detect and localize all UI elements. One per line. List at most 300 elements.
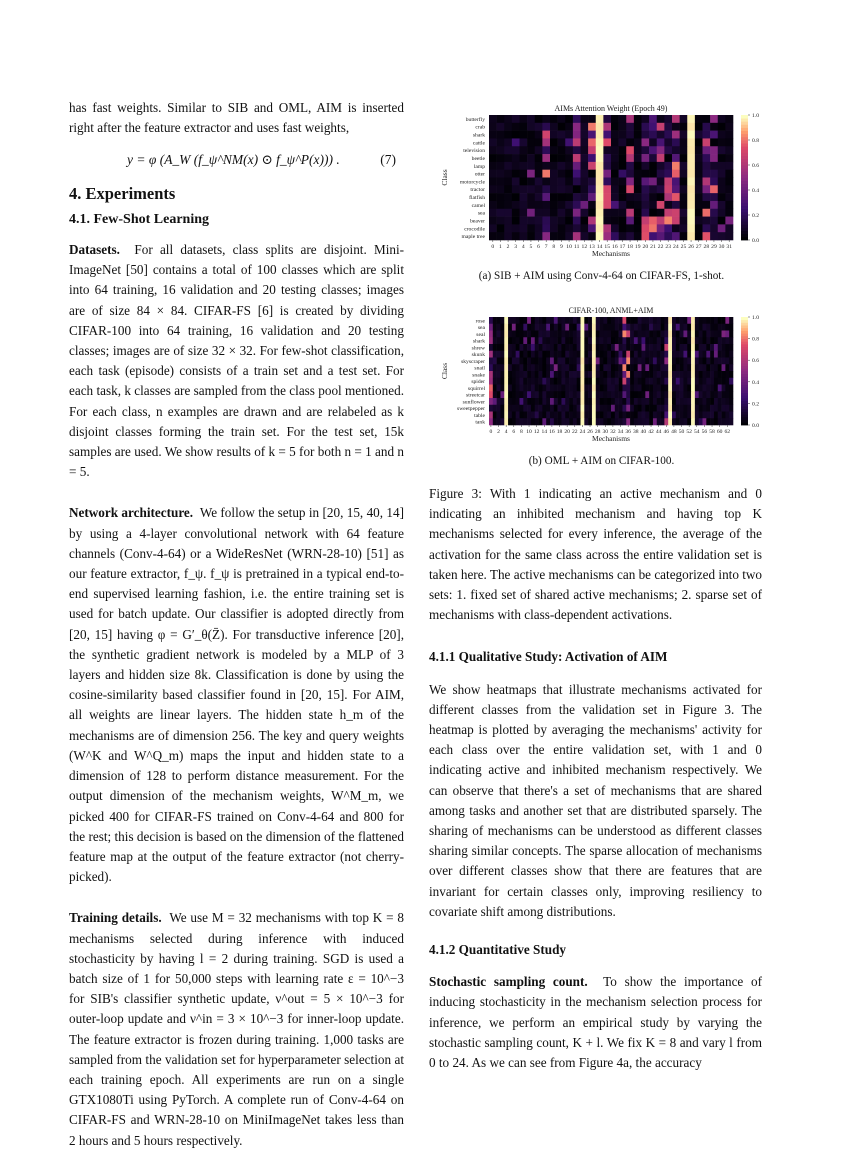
heatmap-cell	[561, 398, 565, 405]
x-tick-label: 14	[541, 429, 548, 435]
heatmap-cell	[539, 351, 543, 358]
x-tick-label: 30	[602, 429, 609, 435]
heatmap-cell	[668, 412, 672, 419]
heatmap-cell	[687, 201, 695, 209]
heatmap-cell	[489, 344, 493, 351]
heatmap-cell	[664, 178, 672, 186]
heatmap-cell	[558, 391, 562, 398]
heatmap-cell	[691, 398, 695, 405]
heatmap-cell	[642, 337, 646, 344]
heatmap-cell	[642, 405, 646, 412]
heatmap-cell	[577, 364, 581, 371]
heatmap-cell	[691, 391, 695, 398]
heatmap-cell	[512, 337, 516, 344]
heatmap-cell	[558, 123, 566, 131]
heatmap-cell	[718, 224, 726, 232]
heatmap-cell	[558, 364, 562, 371]
heatmap-cell	[539, 385, 543, 392]
heatmap-cell	[573, 209, 581, 217]
heatmap-cell	[710, 146, 718, 154]
heatmap-cell	[565, 178, 573, 186]
heatmap-cell	[626, 391, 630, 398]
heatmap-cell	[573, 131, 581, 139]
heatmap-cell	[710, 115, 718, 123]
heatmap-cell	[504, 201, 512, 209]
heatmap-cell	[699, 378, 703, 385]
heatmap-cell	[619, 378, 623, 385]
heatmap-cell	[611, 170, 619, 178]
heatmap-cell	[680, 358, 684, 365]
heatmap-cell	[699, 385, 703, 392]
colorbar-label: 0.8	[752, 138, 759, 144]
heatmap-cell	[691, 385, 695, 392]
heatmap-cell	[588, 317, 592, 324]
heatmap-cell	[668, 351, 672, 358]
heatmap-cell	[584, 371, 588, 378]
heatmap-cell	[664, 115, 672, 123]
heatmap-cell	[649, 412, 653, 419]
heatmap-cell	[588, 146, 596, 154]
heatmap-cell	[703, 378, 707, 385]
row-label: cattle	[472, 140, 485, 147]
heatmap-cell	[672, 344, 676, 351]
heatmap-cell	[558, 209, 566, 217]
heatmap-cell	[710, 209, 718, 217]
heatmap-cell	[695, 412, 699, 419]
heatmap-cell	[714, 391, 718, 398]
heatmap-cell	[706, 317, 710, 324]
heatmap-cell	[504, 154, 512, 162]
heatmap-cell	[592, 385, 596, 392]
colorbar-segment	[741, 165, 748, 169]
heatmap-cell	[512, 185, 520, 193]
heatmap-cell	[489, 146, 497, 154]
heatmap-cell	[630, 418, 634, 425]
x-tick-label: 19	[634, 244, 641, 250]
row-label: maple tree	[461, 234, 485, 241]
heatmap-cell	[722, 385, 726, 392]
heatmap-cell	[520, 193, 528, 201]
heatmap-cell	[508, 364, 512, 371]
heatmap-cell	[581, 131, 589, 139]
heatmap-cell	[710, 385, 714, 392]
heatmap-cell	[672, 224, 680, 232]
heatmap-cell	[645, 324, 649, 331]
heatmap-cell	[680, 131, 688, 139]
heatmap-cell	[558, 351, 562, 358]
colorbar-label: 1.0	[752, 315, 759, 321]
heatmap-cell	[542, 385, 546, 392]
heatmap-cell	[565, 154, 573, 162]
heatmap-cell	[565, 391, 569, 398]
heatmap-cell	[668, 405, 672, 412]
heatmap-cell	[683, 398, 687, 405]
heatmap-cell	[546, 337, 550, 344]
heatmap-cell	[542, 317, 546, 324]
heatmap-cell	[516, 371, 520, 378]
heatmap-cell	[687, 209, 695, 217]
heatmap-cell	[680, 351, 684, 358]
heatmap-cell	[630, 378, 634, 385]
heatmap-cell	[493, 391, 497, 398]
heatmap-cell	[714, 398, 718, 405]
heatmap-cell	[527, 138, 535, 146]
heatmap-cell	[653, 418, 657, 425]
heatmap-cell	[539, 324, 543, 331]
heatmap-cell	[634, 378, 638, 385]
heatmap-cell	[535, 138, 543, 146]
heatmap-cell	[550, 398, 554, 405]
heatmap-cell	[725, 324, 729, 331]
heatmap-cell	[619, 162, 627, 170]
heatmap-cell	[714, 351, 718, 358]
heatmap-cell	[615, 405, 619, 412]
heatmap-cell	[493, 364, 497, 371]
heatmap-cell	[619, 224, 627, 232]
heatmap-cell	[699, 418, 703, 425]
heatmap-cell	[539, 358, 543, 365]
heatmap-cell	[638, 344, 642, 351]
heatmap-cell	[729, 364, 733, 371]
heatmap-cell	[592, 378, 596, 385]
heatmap-cell	[546, 412, 550, 419]
heatmap-cell	[493, 405, 497, 412]
heatmap-cell	[535, 358, 539, 365]
heatmap-cell	[581, 162, 589, 170]
heatmap-cell	[607, 412, 611, 419]
heatmap-cell	[664, 185, 672, 193]
heatmap-cell	[645, 331, 649, 338]
heatmap-cell	[710, 193, 718, 201]
heatmap-cell	[664, 324, 668, 331]
heatmap-cell	[489, 405, 493, 412]
heatmap-cell	[531, 391, 535, 398]
colorbar-segment	[741, 224, 748, 228]
heatmap-cell	[607, 371, 611, 378]
heatmap-cell	[588, 170, 596, 178]
heatmap-cell	[573, 412, 577, 419]
heatmap-cell	[626, 405, 630, 412]
x-tick-label: 26	[688, 244, 694, 250]
heatmap-cell	[668, 364, 672, 371]
stochastic-body: To show the importance of inducing stochasticity in the mechanism selection process for inference, we perform an empirical study by varying the stochastic sampling count, K + l. We fix K = 8 and vary l from 0 to 24. As we can see from Figure 4a, the accuracy	[429, 974, 762, 1071]
heatmap-cell	[607, 337, 611, 344]
heatmap-cell	[695, 385, 699, 392]
heatmap-cell	[542, 146, 550, 154]
heatmap-cell	[542, 412, 546, 419]
heatmap-cell	[535, 351, 539, 358]
colorbar-segment	[741, 393, 748, 396]
heatmap-cell	[729, 371, 733, 378]
heatmap-cell	[725, 351, 729, 358]
x-tick-label: 11	[573, 244, 580, 250]
heatmap-cell	[558, 405, 562, 412]
heatmap-cell	[603, 358, 607, 365]
colorbar-segment	[741, 371, 748, 374]
heatmap-cell	[615, 324, 619, 331]
heatmap-cell	[630, 398, 634, 405]
heatmap-cell	[657, 317, 661, 324]
heatmap-cell	[672, 378, 676, 385]
heatmap-cell	[664, 344, 668, 351]
heatmap-cell	[626, 317, 630, 324]
heatmap-cell	[619, 398, 623, 405]
heatmap-cell	[554, 391, 558, 398]
heatmap-cell	[603, 170, 611, 178]
heatmap-cell	[630, 324, 634, 331]
row-label: spider	[471, 379, 485, 386]
heatmap-cell	[573, 358, 577, 365]
heatmap-cell	[718, 131, 726, 139]
heatmap-cell	[611, 385, 615, 392]
heatmap-cell	[554, 398, 558, 405]
heatmap-cell	[546, 317, 550, 324]
heatmap-cell	[508, 385, 512, 392]
heatmap-cell	[588, 378, 592, 385]
heatmap-cell	[626, 170, 634, 178]
heatmap-cell	[489, 123, 497, 131]
heatmap-cell	[512, 232, 520, 240]
heatmap-cell	[611, 351, 615, 358]
heatmap-cell	[520, 331, 524, 338]
heatmap-cell	[535, 224, 543, 232]
heatmap-cell	[611, 193, 619, 201]
heatmap-cell	[638, 385, 642, 392]
heatmap-cell	[653, 378, 657, 385]
heatmap-cell	[683, 405, 687, 412]
heatmap-figure-b	[429, 302, 774, 448]
heatmap-cell	[687, 358, 691, 365]
heatmap-cell	[630, 317, 634, 324]
heatmap-cell	[581, 317, 585, 324]
heatmap-cell	[649, 418, 653, 425]
colorbar-segment	[741, 178, 748, 182]
heatmap-cell	[703, 138, 711, 146]
heatmap-cell	[603, 232, 611, 240]
colorbar-segment	[741, 231, 748, 235]
heatmap-cell	[664, 131, 672, 139]
heatmap-cell	[664, 146, 672, 154]
heatmap-cell	[664, 358, 668, 365]
heatmap-cell	[497, 418, 501, 425]
heatmap-cell	[565, 232, 573, 240]
heatmap-cell	[497, 317, 501, 324]
heatmap-cell	[558, 217, 566, 225]
heatmap-cell	[596, 371, 600, 378]
heatmap-cell	[504, 115, 512, 123]
heatmap-cell	[565, 201, 573, 209]
colorbar-segment	[741, 193, 748, 197]
colorbar-segment	[741, 234, 748, 238]
heatmap-cell	[680, 224, 688, 232]
heatmap-cell	[520, 123, 528, 131]
heatmap-cell	[520, 209, 528, 217]
heatmap-cell	[718, 385, 722, 392]
heatmap-cell	[718, 358, 722, 365]
heatmap-cell	[497, 162, 505, 170]
row-label: skunk	[471, 352, 485, 359]
heatmap-cell	[703, 162, 711, 170]
heatmap-cell	[710, 351, 714, 358]
heatmap-cell	[596, 364, 600, 371]
x-tick-label: 16	[549, 429, 555, 435]
heatmap-cell	[504, 178, 512, 186]
heatmap-cell	[573, 217, 581, 225]
colorbar-segment	[741, 162, 748, 166]
heatmap-cell	[680, 138, 688, 146]
heatmap-cell	[603, 418, 607, 425]
colorbar-segment	[741, 171, 748, 175]
heatmap-cell	[611, 162, 619, 170]
heatmap-cell	[504, 331, 508, 338]
heatmap-cell	[493, 371, 497, 378]
heatmap-cell	[622, 331, 626, 338]
heatmap-cell	[554, 371, 558, 378]
heatmap-cell	[554, 344, 558, 351]
heatmap-cell	[527, 337, 531, 344]
heatmap-cell	[588, 371, 592, 378]
heatmap-cell	[569, 371, 573, 378]
heatmap-cell	[687, 162, 695, 170]
heatmap-cell	[603, 185, 611, 193]
heatmap-cell	[687, 154, 695, 162]
colorbar-segment	[741, 196, 748, 200]
row-label: skyscraper	[461, 358, 485, 365]
heatmap-cell	[687, 317, 691, 324]
heatmap-cell	[512, 364, 516, 371]
heatmap-cell	[542, 405, 546, 412]
heatmap-cell	[653, 331, 657, 338]
heatmap-cell	[535, 391, 539, 398]
heatmap-cell	[512, 154, 520, 162]
heatmap-cell	[718, 324, 722, 331]
heatmap-cell	[672, 364, 676, 371]
colorbar-segment	[741, 317, 748, 320]
heatmap-cell	[668, 391, 672, 398]
heatmap-cell	[680, 232, 688, 240]
heatmap-cell	[634, 324, 638, 331]
heatmap-cell	[710, 224, 718, 232]
heatmap-cell	[634, 185, 642, 193]
heatmap-cell	[516, 358, 520, 365]
x-axis-label: Mechanisms	[592, 434, 630, 443]
heatmap-cell	[657, 185, 665, 193]
colorbar-segment	[741, 124, 748, 128]
heatmap-cell	[638, 364, 642, 371]
heatmap-cell	[626, 154, 634, 162]
heatmap-cell	[649, 123, 657, 131]
heatmap-cell	[676, 405, 680, 412]
heatmap-cell	[603, 123, 611, 131]
heatmap-cell	[561, 344, 565, 351]
heatmap-cell	[642, 391, 646, 398]
x-axis-label: Mechanisms	[592, 249, 630, 258]
heatmap-cell	[535, 217, 543, 225]
heatmap-cell	[703, 344, 707, 351]
heatmap-cell	[512, 331, 516, 338]
heatmap-cell	[691, 331, 695, 338]
heatmap-cell	[718, 331, 722, 338]
heatmap-cell	[497, 337, 501, 344]
heatmap-cell	[497, 224, 505, 232]
heatmap-cell	[489, 138, 497, 146]
heatmap-cell	[554, 358, 558, 365]
x-tick-label: 1	[499, 244, 502, 250]
heatmap-cell	[569, 391, 573, 398]
heatmap-cell	[626, 146, 634, 154]
heatmap-cell	[531, 412, 535, 419]
heatmap-cell	[680, 398, 684, 405]
heatmap-cell	[619, 232, 627, 240]
heatmap-cell	[508, 418, 512, 425]
heatmap-cell	[607, 351, 611, 358]
heatmap-cell	[664, 162, 672, 170]
heatmap-cell	[695, 217, 703, 225]
heatmap-cell	[649, 193, 657, 201]
heatmap-cell	[703, 115, 711, 123]
heatmap-cell	[626, 162, 634, 170]
heatmap-cell	[596, 224, 604, 232]
colorbar-segment	[741, 420, 748, 423]
heatmap-cell	[603, 412, 607, 419]
heatmap-cell	[558, 412, 562, 419]
heatmap-cell	[523, 405, 527, 412]
heatmap-cell	[588, 193, 596, 201]
heatmap-cell	[703, 209, 711, 217]
heatmap-cell	[565, 224, 573, 232]
heatmap-cell	[729, 324, 733, 331]
heatmap-cell	[577, 344, 581, 351]
heatmap-cell	[642, 170, 650, 178]
heatmap-cell	[584, 331, 588, 338]
heatmap-cell	[691, 371, 695, 378]
heatmap-cell	[649, 178, 657, 186]
heatmap-cell	[504, 378, 508, 385]
heatmap-cell	[714, 324, 718, 331]
colorbar-segment	[741, 328, 748, 331]
heatmap-cell	[710, 178, 718, 186]
heatmap-cell	[722, 317, 726, 324]
heatmap-cell	[680, 123, 688, 131]
heatmap-cell	[695, 146, 703, 154]
heatmap-cell	[561, 391, 565, 398]
heatmap-cell	[619, 358, 623, 365]
heatmap-cell	[687, 364, 691, 371]
heatmap-cell	[542, 162, 550, 170]
heatmap-cell	[638, 351, 642, 358]
heatmap-cell	[512, 378, 516, 385]
heatmap-cell	[535, 344, 539, 351]
heatmap-cell	[676, 371, 680, 378]
heatmap-cell	[592, 344, 596, 351]
heatmap-cell	[558, 115, 566, 123]
heatmap-cell	[535, 364, 539, 371]
heatmap-cell	[603, 131, 611, 139]
heatmap-cell	[725, 217, 733, 225]
heatmap-cell	[645, 351, 649, 358]
heatmap-cell	[558, 317, 562, 324]
heatmap-cell	[672, 358, 676, 365]
heatmap-cell	[680, 185, 688, 193]
heatmap-cell	[523, 391, 527, 398]
heatmap-cell	[703, 232, 711, 240]
heatmap-cell	[603, 193, 611, 201]
heatmap-cell	[664, 405, 668, 412]
heatmap-cell	[596, 405, 600, 412]
heatmap-cell	[672, 115, 680, 123]
heatmap-cell	[500, 405, 504, 412]
heatmap-cell	[687, 331, 691, 338]
